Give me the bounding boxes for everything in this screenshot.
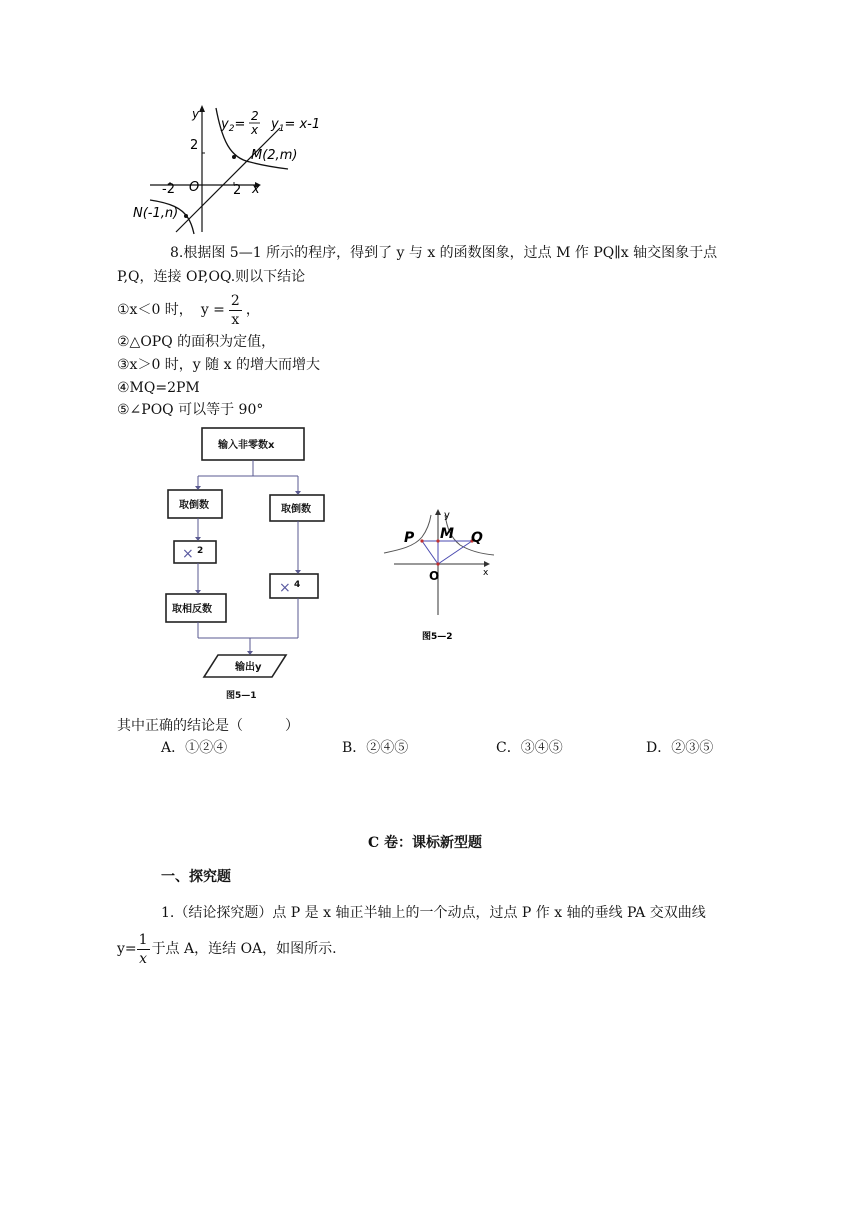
y-axis-label: y [444, 510, 450, 521]
fraction-1-over-x [137, 931, 150, 968]
y2-denominator: x [251, 123, 259, 137]
function-graph-5-2 [378, 505, 508, 645]
y2-label: $y_2=$ [221, 117, 246, 134]
y2-numerator: 2 [251, 109, 259, 123]
fraction-numerator: 1 [138, 931, 148, 948]
segment-op [422, 541, 438, 564]
conclusion-1-suffix: ， [245, 302, 260, 318]
flowchart-5-1 [160, 420, 340, 705]
fraction-denominator: x [139, 950, 148, 967]
input-label: 输入非零数x [218, 440, 275, 451]
function-graph-top [130, 100, 330, 235]
option-c: C．③④⑤ [496, 740, 563, 756]
q8-line1: 8.根据图 5—1 所示的程序，得到了 y 与 x 的函数图象，过点 M 作 PQ∥x 轴交图象于点 [170, 245, 718, 261]
q1-line1: 1.（结论探究题）点 P 是 x 轴正半轴上的一个动点，过点 P 作 x 轴的垂线 PA 交双曲线 [161, 905, 706, 921]
point-n-label: N(-1,n) [133, 206, 179, 221]
q8-line2: P,Q，连接 OP,OQ.则以下结论 [117, 269, 306, 285]
times2-number: 2 [197, 546, 204, 556]
point-m-label: M(2,m) [251, 148, 298, 163]
q8-conclusion-4: ④MQ=2PM [117, 380, 200, 396]
point-p-dot [420, 539, 423, 542]
point-m-label: M [440, 526, 454, 542]
flowchart-caption: 图5—1 [226, 691, 257, 701]
q8-conclusion-1 [117, 288, 260, 332]
graph-caption: 图5—2 [422, 632, 453, 642]
point-q-label: Q [471, 530, 483, 546]
option-d: D．②③⑤ [646, 740, 714, 756]
section-title: C 卷：课标新型题 [368, 835, 483, 851]
q1-y-prefix: y= [117, 941, 137, 957]
y-axis-label: y [192, 107, 200, 121]
negate-label: 取相反数 [172, 604, 212, 615]
tick-label-up: 2 [190, 138, 199, 153]
y-axis-arrow [199, 105, 205, 112]
point-n-dot [184, 214, 188, 218]
section-part-heading: 一、探究题 [161, 869, 231, 885]
x-axis-arrow [484, 561, 490, 567]
q8-conclusion-3: ③x＞0 时，y 随 x 的增大而增大 [117, 357, 320, 373]
q1-line2 [117, 926, 337, 972]
times4-sign: × [279, 580, 291, 596]
fraction-2-over-x [229, 292, 242, 329]
y1-label: $y_1= x-1$ [271, 117, 321, 134]
q8-conclusion-5: ⑤∠POQ 可以等于 90° [117, 402, 264, 418]
conclusion-1-prefix: ①x＜0 时， [117, 302, 193, 318]
right-reciprocal-label: 取倒数 [281, 504, 311, 515]
point-p-label: P [404, 530, 415, 546]
tick-label-left: -2 [162, 182, 175, 197]
option-b: B．②④⑤ [342, 740, 409, 756]
output-label: 输出y [235, 662, 262, 673]
option-a: A．①②④ [161, 740, 228, 756]
origin-label: O [189, 180, 200, 195]
tick-label-right: 2 [233, 183, 242, 198]
point-m-dot [232, 155, 236, 159]
x-axis-label: x [483, 568, 489, 578]
point-o-label: O [429, 569, 440, 583]
y-axis-arrow [435, 509, 441, 515]
point-o-dot [436, 562, 439, 565]
segment-oq [438, 541, 472, 564]
times2-box [174, 541, 216, 563]
fraction-denominator: x [231, 311, 240, 328]
x-axis-label: x [252, 182, 260, 197]
times2-sign: × [182, 546, 194, 562]
q8-conclusion-2: ②△OPQ 的面积为定值， [117, 334, 276, 350]
times4-number: 4 [294, 580, 301, 590]
q1-suffix: 于点 A，连结 OA，如图所示. [151, 941, 337, 957]
left-reciprocal-label: 取倒数 [179, 500, 209, 511]
conclusion-1-y: y = [200, 302, 225, 318]
answer-prompt: 其中正确的结论是（ ） [117, 718, 299, 734]
fraction-numerator: 2 [230, 292, 240, 309]
